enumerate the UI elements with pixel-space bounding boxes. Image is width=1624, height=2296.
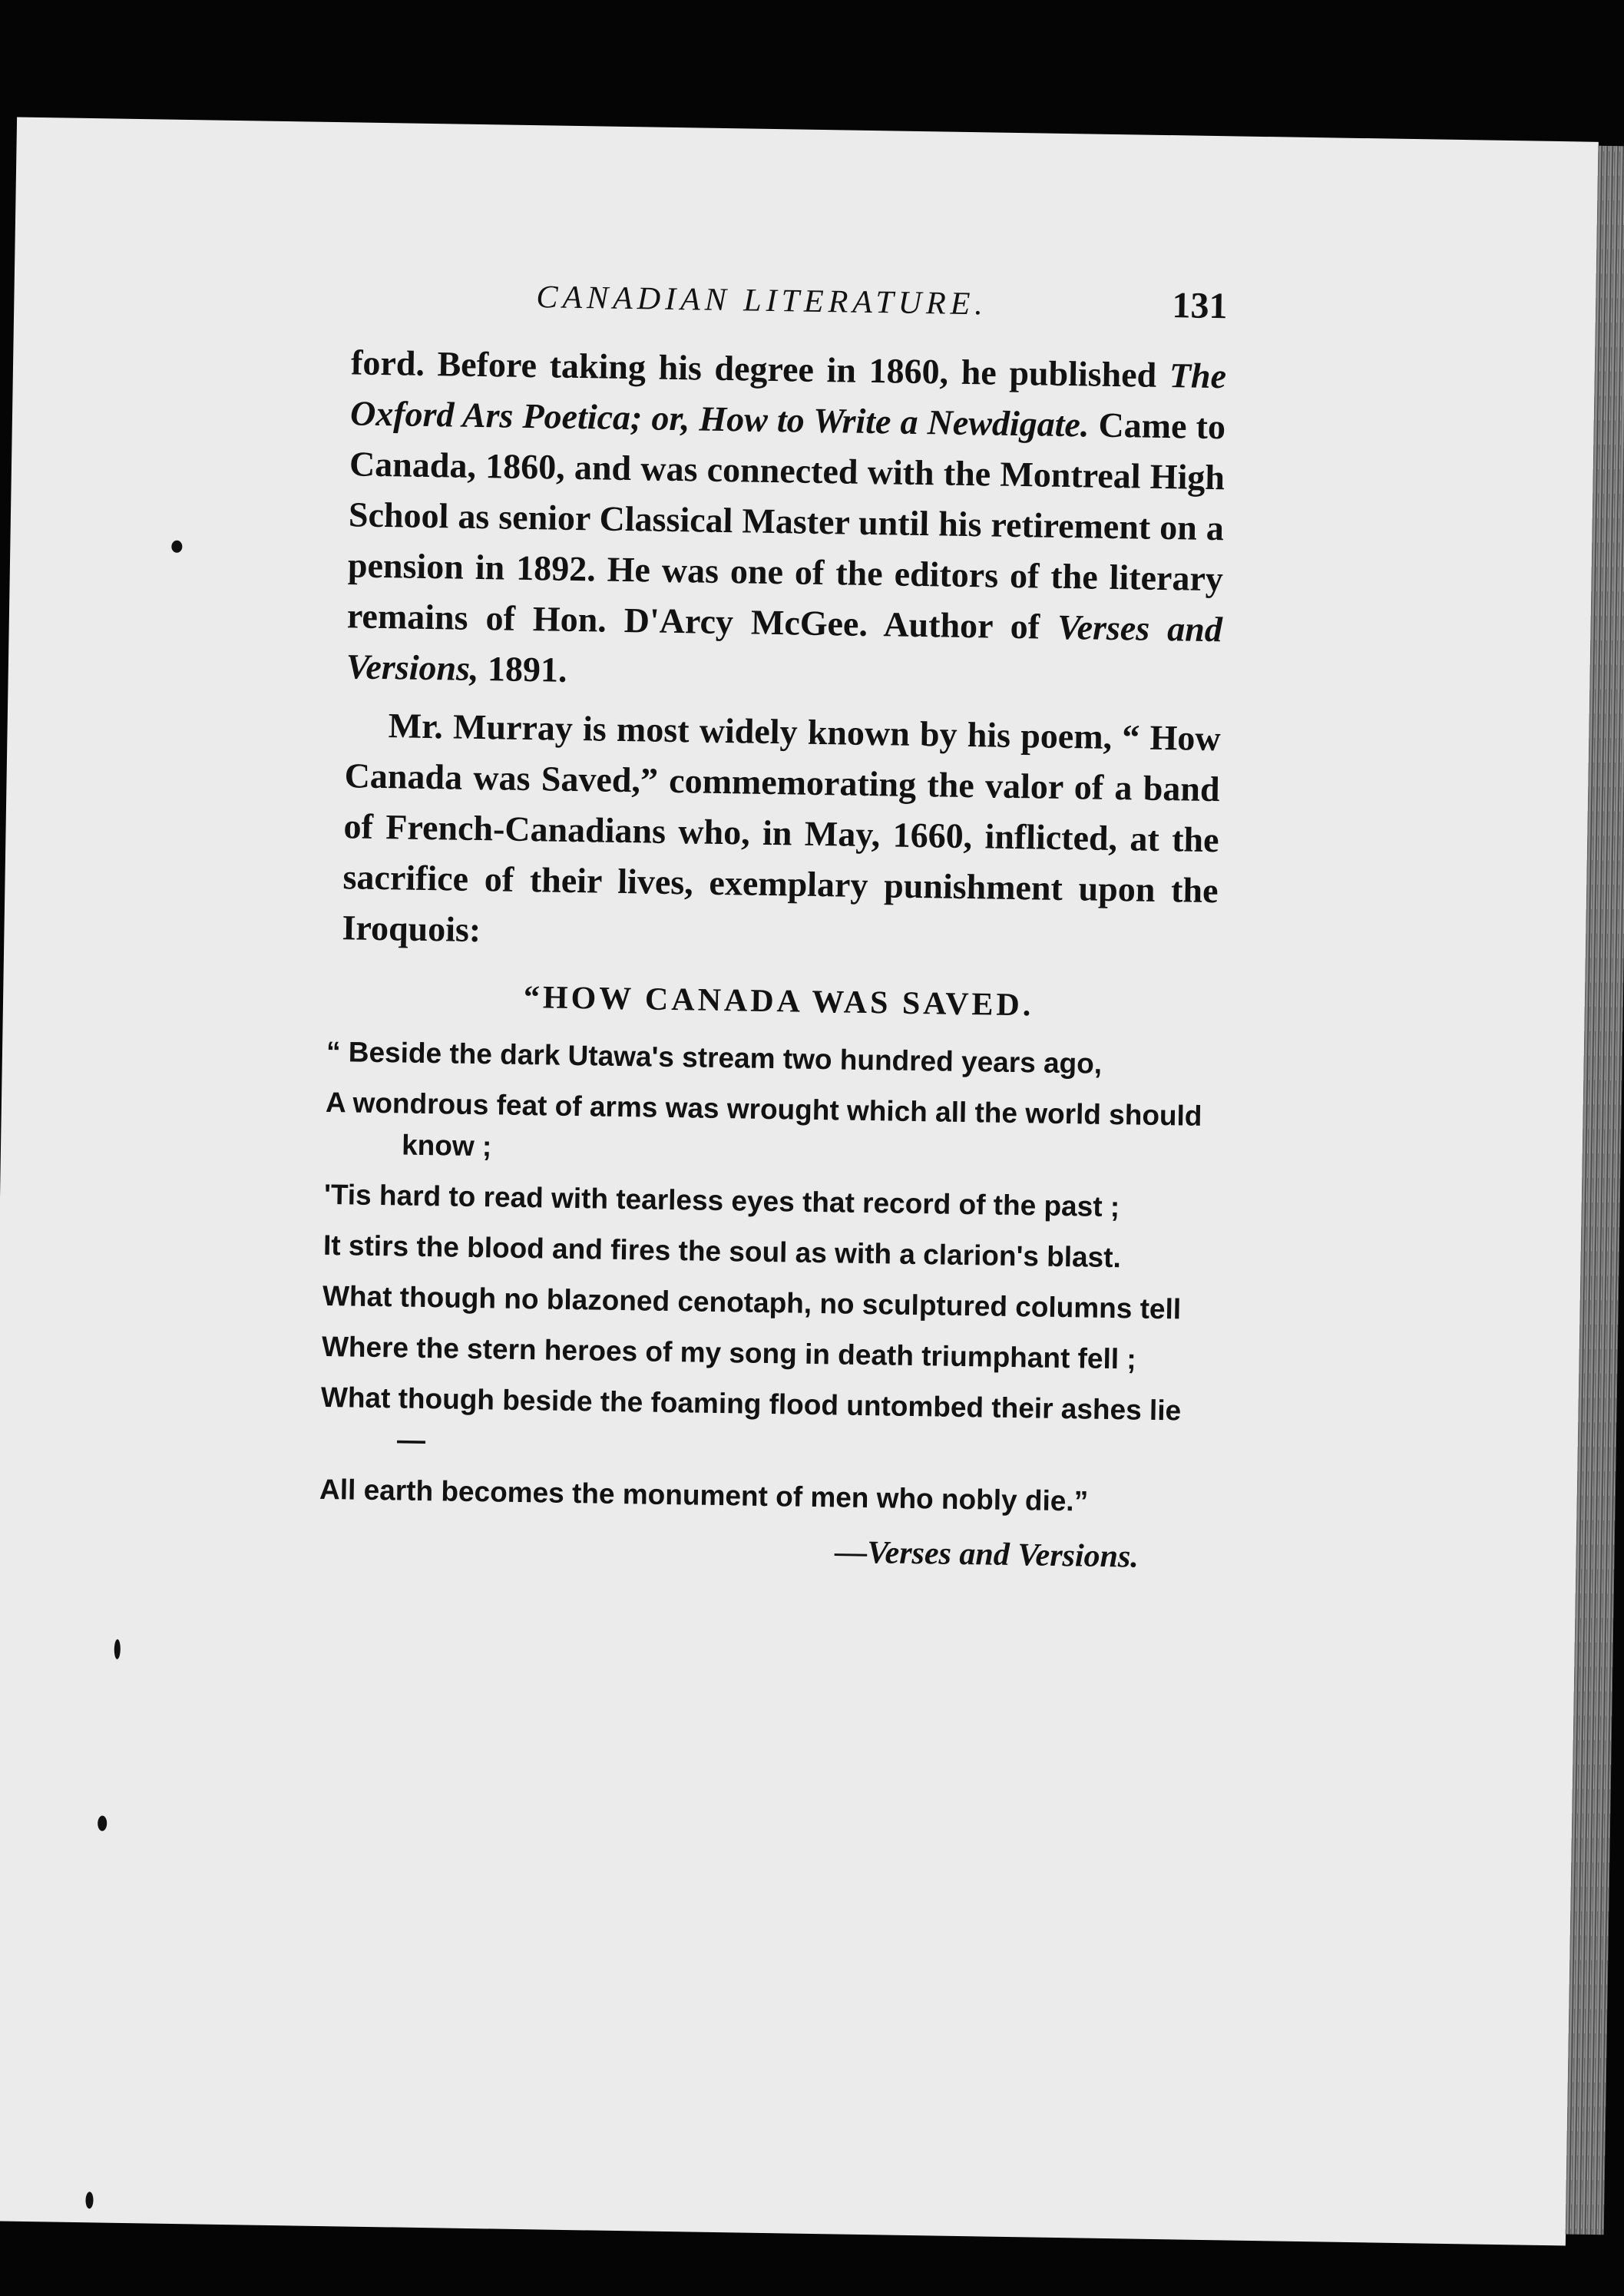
paragraph-2: Mr. Murray is most widely known by his poem, “ How Canada was Saved,” commemorating the valor of a band of French-Canadians who, in May, 1660, inflicted, at the sacrifice of their lives, exemplary punishment upon the Iroquois:: [342, 706, 1221, 950]
paragraph-1-text-a: ford. Before taking his degree in 1860, he published: [350, 342, 1170, 395]
running-title: CANADIAN LITERATURE.: [536, 280, 988, 323]
paragraph-1: [346, 337, 1226, 706]
book-title-oxford: The Oxford Ars Poetica; or, How to Write a Newdigate.: [349, 356, 1227, 445]
ink-speck: [114, 1639, 121, 1659]
poem-line: All earth becomes the monument of men who nobly die.”: [319, 1473, 1089, 1517]
poem: [319, 1031, 1216, 1524]
poem-line: “ Beside the dark Utawa's stream two hundred years ago,: [326, 1035, 1103, 1080]
poem-line: It stirs the blood and fires the soul as with a clarion's blast.: [322, 1229, 1122, 1274]
paragraph-1-text-c: Came to Canada, 1860, and was connected with the Montreal High School as senior Classical Master until his retirement on a pension in 1892. He was one of the editors of the literary remains of Hon. D'Arcy McGee. Author of: [346, 405, 1226, 647]
poem-line: What though no blazoned cenotaph, no sculptured columns tell: [322, 1279, 1182, 1325]
poem-attribution: —Verses and Versions.: [834, 1534, 1139, 1575]
paragraph-1-text-e: 1891.: [478, 649, 567, 690]
ink-speck: [171, 541, 182, 553]
poem-line: 'Tis hard to read with tearless eyes that record of the past ;: [323, 1178, 1120, 1223]
book-title-verses: Verses and Versions,: [346, 607, 1223, 688]
poem-line: Where the stern heroes of my song in death triumphant fell ;: [321, 1330, 1137, 1375]
page-content: [319, 276, 1228, 1576]
poem-line: A wondrous feat of arms was wrought which all the world should know ;: [325, 1086, 1202, 1163]
ink-speck: [85, 2192, 93, 2208]
poem-line: What though beside the foaming flood untombed their ashes lie —: [320, 1381, 1182, 1457]
poem-title: “HOW CANADA WAS SAVED.: [523, 979, 1034, 1024]
book-page: [0, 117, 1599, 2245]
ink-speck: [98, 1815, 107, 1831]
page-number: 131: [1172, 285, 1228, 327]
